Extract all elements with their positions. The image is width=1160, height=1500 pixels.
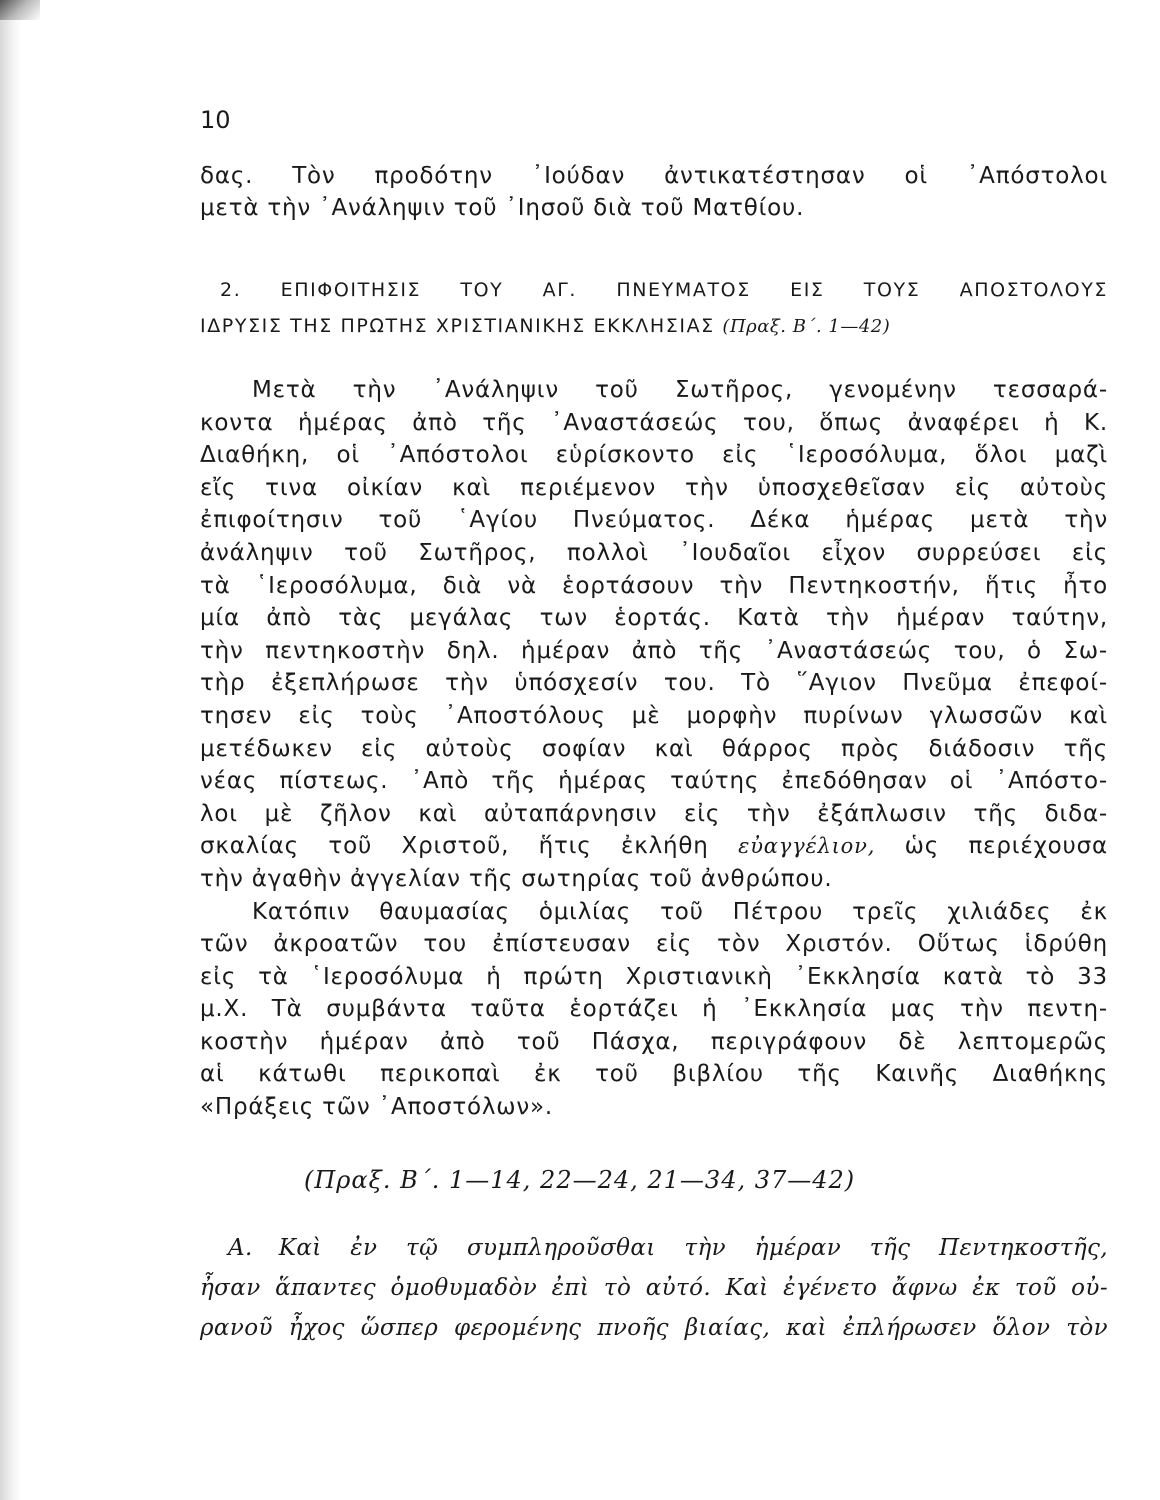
intro-line: μετὰ τὴν ᾿Ανάληψιν τοῦ ᾿Ιησοῦ διὰ τοῦ Ματθίου. xyxy=(200,195,805,221)
verse-text: Καὶ ἐν τῷ συμπληροῦσθαι τὴν ἡμέραν τῆς Πεντηκοστῆς, xyxy=(278,1234,1108,1261)
paragraph-line: λοι μὲ ζῆλον καὶ αὐταπάρνησιν εἰς τὴν ἐξάπλωσιν τῆς διδα- xyxy=(200,800,1108,827)
paragraph-line: ἐπιφοίτησιν τοῦ ῾Αγίου Πνεύματος. Δέκα ἡμέρας μετὰ τὴν xyxy=(200,507,1108,534)
paragraph-line: νέας πίστεως. ᾿Απὸ τῆς ἡμέρας ταύτης ἐπεδόθησαν οἱ ᾿Απόστο- xyxy=(200,768,1108,795)
paragraph-line: τὴν ἀγαθὴν ἀγγελίαν τῆς σωτηρίας τοῦ ἀνθρώπου. xyxy=(200,865,833,892)
paragraph-line-with-emphasis xyxy=(200,830,1108,863)
section-heading xyxy=(200,272,1108,344)
page-body xyxy=(200,160,1108,1348)
paragraph-line: αἱ κάτωθι περικοπαὶ ἐκ τοῦ βιβλίου τῆς Καινῆς Διαθήκης xyxy=(200,1061,1108,1088)
paragraph-line: μ.Χ. Τὰ συμβάντα ταῦτα ἑορτάζει ἡ ᾿Εκκλησία μας τὴν πεντη- xyxy=(200,996,1108,1023)
section-heading-line-1: 2. ΕΠΙΦΟΙΤΗΣΙΣ ΤΟΥ ΑΓ. ΠΝΕΥΜΑΤΟΣ ΕΙΣ ΤΟΥΣ ΑΠΟΣΤΟΛΟΥΣ xyxy=(220,279,1108,301)
paragraph-2 xyxy=(200,896,1108,1124)
line-text: σκαλίας τοῦ Χριστοῦ, ἥτις ἐκλήθη xyxy=(200,833,709,860)
section-heading-line-2 xyxy=(200,308,1108,344)
section-heading-reference: (Πραξ. Β΄. 1—42) xyxy=(722,316,891,337)
verse-line-2: ἦσαν ἅπαντες ὁμοθυμαδὸν ἐπὶ τὸ αὐτό. Καὶ ἐγένετο ἄφνω ἐκ τοῦ οὐ- xyxy=(200,1274,1108,1301)
paragraph-line: εἴς τινα οἰκίαν καὶ περιέμενον τὴν ὑποσχεθεῖσαν εἰς αὐτοὺς xyxy=(200,474,1108,501)
paragraph-line: μία ἀπὸ τὰς μεγάλας των ἑορτάς. Κατὰ τὴν ἡμέραν ταύτην, xyxy=(200,605,1108,632)
verse-letter: Α. xyxy=(228,1234,253,1261)
intro-paragraph xyxy=(200,160,1108,224)
emphasis-term: εὐαγγέλιον, xyxy=(738,834,876,859)
paragraph-line: ἀνάληψιν τοῦ Σωτῆρος, πολλοὶ ᾿Ιουδαῖοι εἶχον συρρεύσει εἰς xyxy=(200,539,1108,566)
paragraph-line: τῶν ἀκροατῶν του ἐπίστευσαν εἰς τὸν Χριστόν. Οὕτως ἱδρύθη xyxy=(200,931,1108,958)
paragraph-1 xyxy=(200,374,1108,896)
paragraph-line: κοστὴν ἡμέραν ἀπὸ τοῦ Πάσχα, περιγράφουν δὲ λεπτομερῶς xyxy=(200,1028,1108,1055)
paragraph-line: τησεν εἰς τοὺς ᾿Αποστόλους μὲ μορφὴν πυρίνων γλωσσῶν καὶ xyxy=(200,702,1108,729)
paragraph-line: κοντα ἡμέρας ἀπὸ τῆς ᾿Αναστάσεώς του, ὅπως ἀναφέρει ἡ Κ. xyxy=(200,409,1108,436)
paragraph-line: «Πράξεις τῶν ᾿Αποστόλων». xyxy=(200,1094,553,1121)
paragraph-line: εἰς τὰ ῾Ιεροσόλυμα ἡ πρώτη Χριστιανικὴ ᾿Εκκλησία κατὰ τὸ 33 xyxy=(200,963,1108,990)
scripture-verse xyxy=(200,1228,1108,1348)
scripture-citation: (Πραξ. Β΄. 1—14, 22—24, 21—34, 37—42) xyxy=(304,1165,856,1194)
scan-page-edge xyxy=(0,0,22,1500)
paragraph-line: τὰ ῾Ιεροσόλυμα, διὰ νὰ ἑορτάσουν τὴν Πεντηκοστήν, ἥτις ἦτο xyxy=(200,572,1108,599)
verse-line-3: ρανοῦ ἦχος ὥσπερ φερομένης πνοῆς βιαίας, καὶ ἐπλήρωσεν ὅλον τὸν xyxy=(200,1314,1108,1341)
paragraph-line: Διαθήκη, οἱ ᾿Απόστολοι εὑρίσκοντο εἰς ῾Ιεροσόλυμα, ὅλοι μαζὶ xyxy=(200,442,1108,469)
paragraph-line: τὴν πεντηκοστὴν δηλ. ἡμέραν ἀπὸ τῆς ᾿Αναστάσεώς του, ὁ Σω- xyxy=(200,637,1108,664)
paragraph-line: μετέδωκεν εἰς αὐτοὺς σοφίαν καὶ θάρρος πρὸς διάδοσιν τῆς xyxy=(200,735,1108,762)
line-text: ὡς περιέχουσα xyxy=(904,833,1108,860)
intro-line: δας. Τὸν προδότην ᾿Ιούδαν ἀντικατέστησαν οἱ ᾿Απόστολοι xyxy=(200,163,1108,189)
page-number: 10 xyxy=(200,106,231,134)
paragraph-line: Μετὰ τὴν ᾿Ανάληψιν τοῦ Σωτῆρος, γενομένην τεσσαρά- xyxy=(252,377,1108,403)
scan-corner-shadow xyxy=(0,0,40,20)
section-heading-title: ΙΔΡΥΣΙΣ ΤΗΣ ΠΡΩΤΗΣ ΧΡΙΣΤΙΑΝΙΚΗΣ ΕΚΚΛΗΣΙΑΣ xyxy=(200,315,715,337)
verse-line-1 xyxy=(200,1228,1108,1268)
paragraph-line: Κατόπιν θαυμασίας ὁμιλίας τοῦ Πέτρου τρεῖς χιλιάδες ἐκ xyxy=(252,898,1108,925)
paragraph-line: τὴρ ἐξεπλήρωσε τὴν ὑπόσχεσίν του. Τὸ ῞Αγιον Πνεῦμα ἐπεφοί- xyxy=(200,670,1108,697)
